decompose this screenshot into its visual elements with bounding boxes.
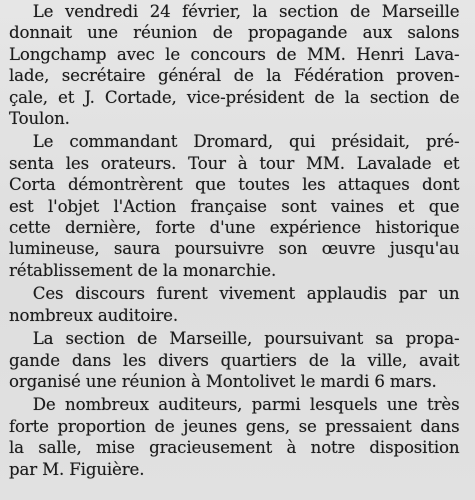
paragraph-4 [9, 328, 458, 392]
article-body [9, 1, 458, 480]
paragraph-2 [9, 131, 458, 281]
text-line: rétablissement de la monarchie. [9, 259, 277, 280]
paragraph-3 [9, 283, 458, 326]
text-line: par M. Figuière. [9, 458, 145, 479]
text-line: Longchamp avec le concours de MM. Henri Lava- [9, 43, 460, 64]
text-line: lade, secrétaire général de la Fédération proven- [9, 65, 460, 86]
text-line: lumineuse, saura poursuivre son œuvre jusqu'au [9, 238, 460, 259]
text-line: organisé une réunion à Montolivet le mardi 6 mars. [9, 370, 437, 391]
text-line: cette dernière, forte d'une expérience historique [9, 217, 460, 238]
text-line: çale, et J. Cortade, vice-président de la section de [9, 86, 460, 107]
text-line: la salle, mise gracieusement à notre disposition [9, 437, 460, 458]
text-line: Le commandant Dromard, qui présidait, pré- [32, 131, 460, 152]
text-line: donnait une réunion de propagande aux salons [9, 22, 460, 43]
text-line: La section de Marseille, poursuivant sa propa- [32, 328, 460, 349]
text-line: Corta démontrèrent que toutes les attaques dont [9, 174, 460, 195]
paragraph-5 [9, 394, 458, 480]
text-line: De nombreux auditeurs, parmi lesquels une très [32, 394, 460, 415]
paragraph-1 [9, 1, 458, 129]
text-line: senta les orateurs. Tour à tour MM. Lavalade et [9, 152, 460, 173]
text-line: Ces discours furent vivement applaudis par un [32, 283, 460, 304]
text-line: Toulon. [9, 108, 70, 129]
text-line: Le vendredi 24 février, la section de Marseille [32, 1, 460, 21]
text-line: gande dans les divers quartiers de la ville, avait [9, 349, 460, 370]
text-line: est l'objet l'Action française sont vaines et que [9, 195, 460, 216]
text-line: nombreux auditoire. [9, 304, 178, 325]
text-line: forte proportion de jeunes gens, se pressaient dans [9, 415, 460, 436]
